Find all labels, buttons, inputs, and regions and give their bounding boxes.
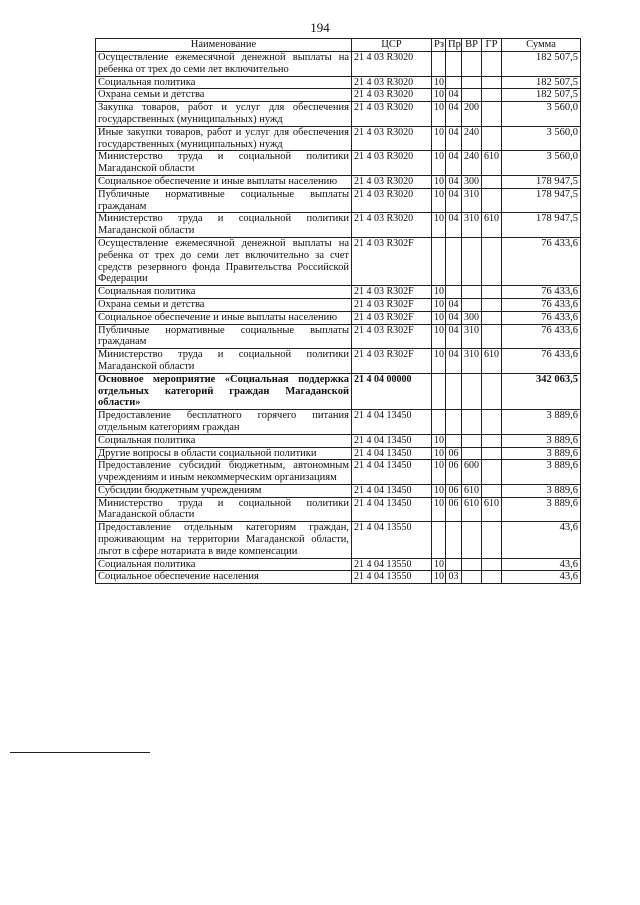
cell-name: Закупка товаров, работ и услуг для обеспечения государственных (муниципальных) нужд	[96, 102, 352, 127]
cell-rz: 10	[432, 298, 446, 311]
header-name: Наименование	[96, 39, 352, 52]
cell-gr	[482, 522, 502, 558]
header-gr: ГР	[482, 39, 502, 52]
cell-rz: 10	[432, 175, 446, 188]
header-vr: ВР	[462, 39, 482, 52]
table-row	[96, 175, 581, 188]
table-body	[96, 52, 581, 584]
cell-vr: 300	[462, 311, 482, 324]
cell-name: Публичные нормативные социальные выплаты гражданам	[96, 324, 352, 349]
cell-vr	[462, 52, 482, 77]
cell-gr	[482, 311, 502, 324]
cell-sum: 178 947,5	[502, 175, 581, 188]
table-row	[96, 102, 581, 127]
cell-sum: 3 889,6	[502, 497, 581, 522]
cell-name: Министерство труда и социальной политики Магаданской области	[96, 213, 352, 238]
cell-name: Социальная политика	[96, 76, 352, 89]
cell-csr: 21 4 04 13450	[352, 460, 432, 485]
cell-gr	[482, 76, 502, 89]
cell-csr: 21 4 04 13550	[352, 522, 432, 558]
cell-name: Социальная политика	[96, 558, 352, 571]
cell-gr	[482, 324, 502, 349]
cell-sum: 76 433,6	[502, 286, 581, 299]
cell-rz	[432, 52, 446, 77]
cell-name: Субсидии бюджетным учреждениям	[96, 484, 352, 497]
cell-name: Социальное обеспечение населения	[96, 571, 352, 584]
cell-gr	[482, 558, 502, 571]
footnote-divider	[10, 752, 150, 753]
cell-rz: 10	[432, 126, 446, 151]
cell-rz	[432, 373, 446, 409]
cell-pr: 06	[446, 484, 462, 497]
cell-sum: 178 947,5	[502, 188, 581, 213]
cell-rz: 10	[432, 286, 446, 299]
cell-vr	[462, 522, 482, 558]
cell-name: Публичные нормативные социальные выплаты гражданам	[96, 188, 352, 213]
cell-gr	[482, 447, 502, 460]
cell-sum: 3 560,0	[502, 151, 581, 176]
cell-pr: 04	[446, 188, 462, 213]
cell-pr: 04	[446, 311, 462, 324]
cell-pr	[446, 410, 462, 435]
cell-csr: 21 4 03 R302F	[352, 324, 432, 349]
header-pr: Пр	[446, 39, 462, 52]
cell-csr: 21 4 03 R3020	[352, 151, 432, 176]
cell-sum: 182 507,5	[502, 76, 581, 89]
cell-name: Предоставление субсидий бюджетным, автономным учреждениям и иным некоммерческим организациям	[96, 460, 352, 485]
cell-sum: 3 889,6	[502, 447, 581, 460]
cell-rz: 10	[432, 434, 446, 447]
cell-vr: 610	[462, 484, 482, 497]
cell-csr: 21 4 03 R3020	[352, 89, 432, 102]
table-row	[96, 349, 581, 374]
cell-gr	[482, 298, 502, 311]
table-row	[96, 434, 581, 447]
cell-csr: 21 4 04 13550	[352, 571, 432, 584]
cell-vr	[462, 447, 482, 460]
cell-rz: 10	[432, 447, 446, 460]
cell-rz	[432, 522, 446, 558]
cell-csr: 21 4 03 R302F	[352, 311, 432, 324]
table-row	[96, 558, 581, 571]
cell-sum: 178 947,5	[502, 213, 581, 238]
table-row	[96, 311, 581, 324]
cell-vr	[462, 298, 482, 311]
cell-pr	[446, 522, 462, 558]
table-row	[96, 237, 581, 285]
cell-csr: 21 4 03 R3020	[352, 188, 432, 213]
cell-rz: 10	[432, 89, 446, 102]
cell-name: Охрана семьи и детства	[96, 298, 352, 311]
table-row	[96, 447, 581, 460]
cell-csr: 21 4 03 R3020	[352, 213, 432, 238]
cell-sum: 3 889,6	[502, 410, 581, 435]
cell-sum: 3 889,6	[502, 434, 581, 447]
page-number: 194	[310, 20, 330, 35]
cell-name: Социальная политика	[96, 286, 352, 299]
cell-sum: 76 433,6	[502, 298, 581, 311]
cell-vr: 310	[462, 213, 482, 238]
cell-vr: 310	[462, 188, 482, 213]
table-row	[96, 89, 581, 102]
cell-gr: 610	[482, 213, 502, 238]
cell-gr	[482, 102, 502, 127]
cell-vr	[462, 286, 482, 299]
cell-rz: 10	[432, 151, 446, 176]
cell-pr: 04	[446, 324, 462, 349]
cell-vr: 310	[462, 349, 482, 374]
cell-sum: 76 433,6	[502, 324, 581, 349]
cell-csr: 21 4 04 13550	[352, 558, 432, 571]
table-row	[96, 213, 581, 238]
cell-gr	[482, 434, 502, 447]
cell-sum: 43,6	[502, 571, 581, 584]
cell-csr: 21 4 04 00000	[352, 373, 432, 409]
table-row	[96, 188, 581, 213]
cell-gr	[482, 484, 502, 497]
cell-csr: 21 4 03 R3020	[352, 76, 432, 89]
cell-csr: 21 4 04 13450	[352, 447, 432, 460]
table-header-row	[96, 39, 581, 52]
table-row	[96, 76, 581, 89]
cell-csr: 21 4 04 13450	[352, 497, 432, 522]
cell-gr	[482, 175, 502, 188]
cell-name: Осуществление ежемесячной денежной выплаты на ребенка от трех до семи лет включительно	[96, 52, 352, 77]
cell-pr	[446, 373, 462, 409]
cell-csr: 21 4 04 13450	[352, 410, 432, 435]
header-csr: ЦСР	[352, 39, 432, 52]
cell-pr: 06	[446, 447, 462, 460]
cell-gr	[482, 410, 502, 435]
cell-sum: 3 889,6	[502, 460, 581, 485]
cell-pr: 04	[446, 151, 462, 176]
cell-pr: 04	[446, 175, 462, 188]
cell-sum: 3 889,6	[502, 484, 581, 497]
cell-rz: 10	[432, 311, 446, 324]
table-row	[96, 324, 581, 349]
table-row	[96, 298, 581, 311]
cell-pr	[446, 286, 462, 299]
cell-rz: 10	[432, 460, 446, 485]
cell-vr	[462, 558, 482, 571]
cell-sum: 76 433,6	[502, 349, 581, 374]
cell-rz: 10	[432, 76, 446, 89]
cell-name: Осуществление ежемесячной денежной выплаты на ребенка от трех до семи лет включительно за счет средств резервного фонда Правительства Российской Федерации	[96, 237, 352, 285]
table-row	[96, 497, 581, 522]
cell-csr: 21 4 03 R3020	[352, 126, 432, 151]
cell-pr	[446, 434, 462, 447]
cell-name: Охрана семьи и детства	[96, 89, 352, 102]
cell-pr: 04	[446, 349, 462, 374]
cell-pr: 04	[446, 126, 462, 151]
cell-rz: 10	[432, 571, 446, 584]
table-row	[96, 286, 581, 299]
cell-vr: 300	[462, 175, 482, 188]
cell-vr: 240	[462, 151, 482, 176]
cell-name: Предоставление отдельным категориям граждан, проживающим на территории Магаданской области, льгот в сфере нотариата в виде компенсации	[96, 522, 352, 558]
cell-name: Основное мероприятие «Социальная поддержка отдельных категорий граждан Магаданской области»	[96, 373, 352, 409]
cell-rz: 10	[432, 484, 446, 497]
cell-name: Социальное обеспечение и иные выплаты населению	[96, 175, 352, 188]
cell-gr: 610	[482, 151, 502, 176]
cell-vr	[462, 89, 482, 102]
cell-sum: 342 063,5	[502, 373, 581, 409]
cell-rz: 10	[432, 102, 446, 127]
table-row	[96, 126, 581, 151]
cell-gr	[482, 571, 502, 584]
cell-name: Другие вопросы в области социальной политики	[96, 447, 352, 460]
cell-vr: 240	[462, 126, 482, 151]
cell-rz: 10	[432, 349, 446, 374]
cell-vr	[462, 434, 482, 447]
cell-name: Социальная политика	[96, 434, 352, 447]
cell-rz: 10	[432, 188, 446, 213]
cell-pr	[446, 52, 462, 77]
cell-sum: 43,6	[502, 558, 581, 571]
cell-pr	[446, 237, 462, 285]
cell-gr	[482, 373, 502, 409]
cell-sum: 3 560,0	[502, 102, 581, 127]
cell-csr: 21 4 03 R302F	[352, 298, 432, 311]
cell-vr: 610	[462, 497, 482, 522]
cell-rz: 10	[432, 497, 446, 522]
cell-pr: 03	[446, 571, 462, 584]
cell-csr: 21 4 03 R302F	[352, 237, 432, 285]
table-row	[96, 151, 581, 176]
cell-sum: 76 433,6	[502, 237, 581, 285]
cell-gr	[482, 126, 502, 151]
cell-vr	[462, 237, 482, 285]
cell-pr: 04	[446, 298, 462, 311]
cell-gr	[482, 286, 502, 299]
cell-gr: 610	[482, 349, 502, 374]
cell-pr: 04	[446, 102, 462, 127]
cell-csr: 21 4 03 R3020	[352, 52, 432, 77]
cell-sum: 3 560,0	[502, 126, 581, 151]
cell-csr: 21 4 03 R3020	[352, 175, 432, 188]
table-row	[96, 460, 581, 485]
table-row	[96, 571, 581, 584]
cell-pr: 06	[446, 460, 462, 485]
table-row	[96, 410, 581, 435]
cell-csr: 21 4 03 R302F	[352, 349, 432, 374]
cell-gr	[482, 188, 502, 213]
cell-sum: 182 507,5	[502, 89, 581, 102]
cell-rz: 10	[432, 558, 446, 571]
table-row	[96, 52, 581, 77]
header-rz: Рз	[432, 39, 446, 52]
cell-sum: 76 433,6	[502, 311, 581, 324]
cell-gr: 610	[482, 497, 502, 522]
header-sum: Сумма	[502, 39, 581, 52]
cell-rz: 10	[432, 213, 446, 238]
cell-csr: 21 4 04 13450	[352, 484, 432, 497]
cell-gr	[482, 89, 502, 102]
cell-sum: 43,6	[502, 522, 581, 558]
cell-csr: 21 4 04 13450	[352, 434, 432, 447]
cell-pr	[446, 558, 462, 571]
cell-name: Предоставление бесплатного горячего питания отдельным категориям граждан	[96, 410, 352, 435]
cell-name: Социальное обеспечение и иные выплаты населению	[96, 311, 352, 324]
cell-csr: 21 4 03 R302F	[352, 286, 432, 299]
cell-csr: 21 4 03 R3020	[352, 102, 432, 127]
cell-sum: 182 507,5	[502, 52, 581, 77]
cell-rz	[432, 410, 446, 435]
cell-vr: 200	[462, 102, 482, 127]
cell-pr: 04	[446, 213, 462, 238]
cell-name: Министерство труда и социальной политики Магаданской области	[96, 151, 352, 176]
cell-vr	[462, 76, 482, 89]
table-row	[96, 373, 581, 409]
table-row	[96, 522, 581, 558]
cell-vr: 600	[462, 460, 482, 485]
cell-vr: 310	[462, 324, 482, 349]
cell-vr	[462, 571, 482, 584]
cell-name: Министерство труда и социальной политики Магаданской области	[96, 497, 352, 522]
budget-table	[95, 38, 581, 584]
table-row	[96, 484, 581, 497]
cell-gr	[482, 237, 502, 285]
cell-gr	[482, 460, 502, 485]
cell-name: Иные закупки товаров, работ и услуг для обеспечения государственных (муниципальных) нужд	[96, 126, 352, 151]
cell-pr: 04	[446, 89, 462, 102]
cell-pr: 06	[446, 497, 462, 522]
cell-vr	[462, 410, 482, 435]
cell-gr	[482, 52, 502, 77]
cell-rz: 10	[432, 324, 446, 349]
cell-vr	[462, 373, 482, 409]
cell-pr	[446, 76, 462, 89]
cell-rz	[432, 237, 446, 285]
cell-name: Министерство труда и социальной политики Магаданской области	[96, 349, 352, 374]
